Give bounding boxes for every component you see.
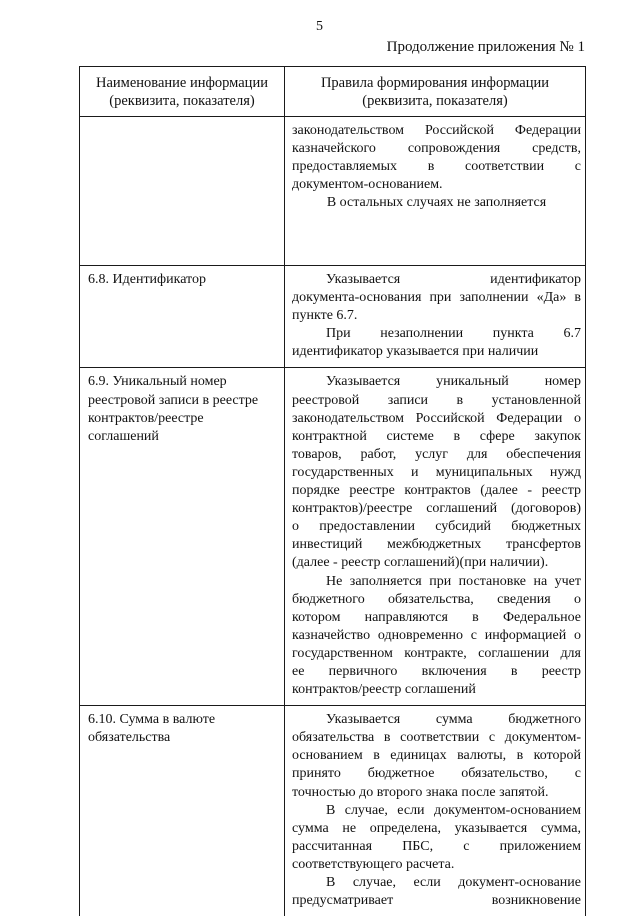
formation-rule-line: контрактов)/реестре соглашений (договоров) bbox=[292, 501, 581, 517]
column-header-line: Правила формирования информации bbox=[320, 75, 550, 91]
requisites-table bbox=[79, 66, 586, 916]
formation-rule-line: При незаполнении пункта 6.7 bbox=[326, 326, 581, 342]
formation-rule-line: товаров, работ, услуг для обеспечения bbox=[292, 446, 581, 462]
formation-rule-line: казначейство одновременно с информацией о bbox=[292, 627, 581, 643]
formation-rule-cell bbox=[285, 266, 586, 368]
formation-rule-cell bbox=[285, 706, 586, 916]
formation-rule-line: (далее - реестр соглашений)(при наличии). bbox=[292, 555, 549, 571]
column-header-line: Наименование информации bbox=[96, 75, 268, 91]
requisite-name-line: 6.10. Сумма в валюте bbox=[88, 712, 216, 728]
table-row-6-9 bbox=[80, 368, 586, 706]
column-header-line: (реквизита, показателя) bbox=[109, 93, 255, 109]
table-row-6-8 bbox=[80, 266, 586, 368]
formation-rule-line: контрактной системе в сфере закупок bbox=[292, 428, 581, 444]
formation-rule-cell bbox=[285, 117, 586, 266]
formation-rule-line: документом-основанием. bbox=[292, 177, 443, 193]
formation-rule-line: Не заполняется при постановке на учет bbox=[326, 573, 581, 589]
formation-rule-line: государственных и муниципальных нужд bbox=[292, 464, 581, 480]
formation-rule-line: Указывается идентификатор bbox=[326, 272, 581, 287]
page-number: 5 bbox=[316, 19, 323, 34]
column-header-name bbox=[80, 67, 285, 117]
column-header-rules bbox=[285, 67, 586, 117]
formation-rule-line: бюджетного обязательства, сведения о bbox=[292, 591, 581, 607]
formation-rule-line: идентификатор указывается при наличии bbox=[292, 344, 539, 360]
formation-rule-line: контрактов/реестр соглашений bbox=[292, 682, 476, 698]
formation-rule-line: порядке реестре контрактов (далее - реестр bbox=[292, 483, 581, 499]
formation-rule-line: котором направляются в Федеральное bbox=[292, 609, 581, 625]
formation-rule-line: точностью до второго знака после запятой. bbox=[292, 784, 549, 800]
requisite-name-cell bbox=[80, 266, 285, 368]
formation-rule-line: предоставляемых в соответствии с bbox=[292, 159, 581, 175]
requisite-name-line: соглашений bbox=[88, 428, 159, 444]
formation-rule-line: принято бюджетное обязательство, с bbox=[292, 766, 581, 782]
formation-rule-line: Указывается уникальный номер bbox=[326, 374, 581, 390]
formation-rule-line: В случае, если документ-основание bbox=[326, 875, 581, 890]
requisite-name-cell bbox=[80, 117, 285, 266]
formation-rule-line: основанием в единицах валюты, в которой bbox=[292, 748, 581, 764]
table-header-row bbox=[80, 67, 586, 117]
formation-rule-line: законодательством Российской Федерации bbox=[292, 123, 581, 138]
requisite-name-line: контрактов/реестре bbox=[88, 410, 204, 426]
appendix-continuation-label: Продолжение приложения № 1 bbox=[386, 39, 585, 55]
formation-rule-line: В остальных случаях не заполняется bbox=[326, 195, 547, 211]
formation-rule-line: В случае, если документом-основанием bbox=[326, 802, 581, 818]
formation-rule-line: обязательства в соответствии с документом- bbox=[292, 730, 581, 746]
requisite-name-line: обязательства bbox=[88, 730, 171, 746]
formation-rule-line: сумма не определена, указывается сумма, bbox=[292, 820, 581, 836]
formation-rule-cell bbox=[285, 368, 586, 706]
requisite-name-line: 6.9. Уникальный номер bbox=[88, 374, 227, 390]
table-row-6-10 bbox=[80, 706, 586, 916]
formation-rule-line: государственном контракте, соглашении для bbox=[292, 645, 581, 661]
formation-rule-line: рассчитанная ПБС, с приложением bbox=[292, 838, 581, 854]
formation-rule-line: инвестиций межбюджетных трансфертов bbox=[292, 537, 581, 553]
table-row-continuation bbox=[80, 117, 586, 266]
formation-rule-line: о предоставлении субсидий бюджетных bbox=[292, 519, 581, 535]
requisite-name-cell bbox=[80, 706, 285, 916]
requisite-name-line: 6.8. Идентификатор bbox=[88, 272, 206, 287]
formation-rule-line: ее первичного включения в реестр bbox=[292, 663, 581, 679]
column-header-line: (реквизита, показателя) bbox=[362, 93, 508, 109]
formation-rule-line: соответствующего расчета. bbox=[292, 856, 455, 872]
formation-rule-line: казначейского сопровождения средств, bbox=[292, 141, 581, 157]
requisite-name-cell bbox=[80, 368, 285, 706]
formation-rule-line: Указывается сумма бюджетного bbox=[326, 712, 581, 728]
requisite-name-line: реестровой записи в реестре bbox=[88, 392, 259, 408]
formation-rule-line: пункте 6.7. bbox=[292, 308, 358, 324]
formation-rule-line: законодательством Российской Федерации о bbox=[292, 410, 581, 426]
formation-rule-line: реестровой записи в установленной bbox=[292, 392, 581, 408]
formation-rule-line: предусматривает возникновение bbox=[292, 893, 581, 909]
formation-rule-line: документа-основания при заполнении «Да» в bbox=[292, 290, 581, 306]
